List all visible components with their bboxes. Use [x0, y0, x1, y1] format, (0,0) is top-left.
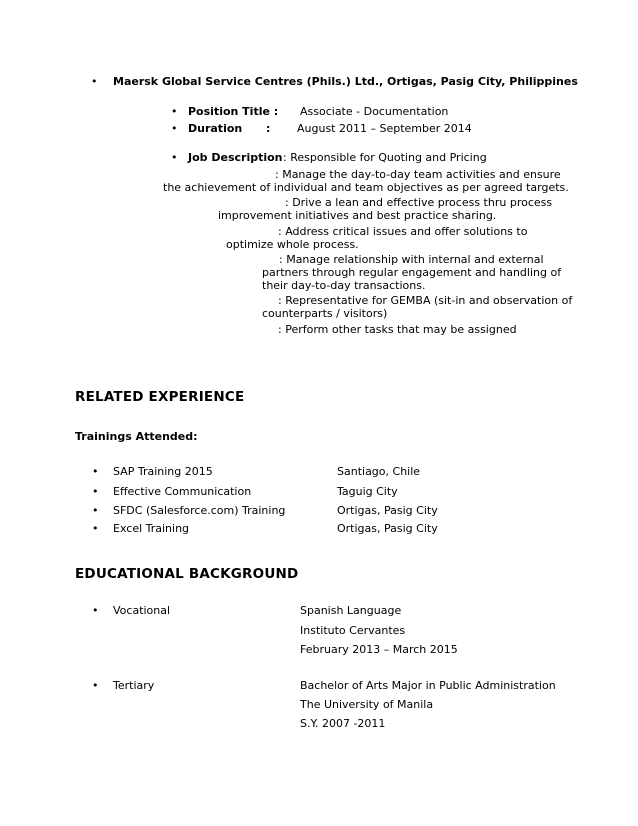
section-heading-education: EDUCATIONAL BACKGROUND — [75, 566, 299, 582]
training-name: Effective Communication — [113, 485, 252, 498]
education-line: S.Y. 2007 -2011 — [300, 717, 386, 730]
position-value: Associate - Documentation — [300, 105, 449, 118]
bullet: • — [92, 465, 99, 478]
job-description-line: partners through regular engagement and handling of — [262, 266, 562, 279]
training-name: SAP Training 2015 — [113, 465, 213, 478]
job-description-line: : Representative for GEMBA (sit-in and observation of — [278, 294, 573, 307]
training-name: SFDC (Salesforce.com) Training — [113, 504, 286, 517]
bullet: • — [92, 604, 99, 617]
job-description-line: optimize whole process. — [226, 238, 359, 251]
bullet: • — [92, 522, 99, 535]
education-line: Instituto Cervantes — [300, 624, 406, 637]
bullet: • — [91, 75, 98, 88]
bullet: • — [92, 485, 99, 498]
position-label: Position Title : — [188, 105, 279, 118]
training-location: Ortigas, Pasig City — [337, 504, 438, 517]
job-description-line: : Manage the day-to-day team activities and ensure — [275, 168, 561, 181]
bullet: • — [171, 151, 178, 164]
job-description-line: : Address critical issues and offer solutions to — [278, 225, 528, 238]
education-level: Tertiary — [113, 679, 155, 692]
job-description-line: : Responsible for Quoting and Pricing — [283, 151, 487, 164]
duration-colon: : — [266, 122, 271, 135]
job-description-line: counterparts / visitors) — [262, 307, 388, 320]
job-description-line: the achievement of individual and team objectives as per agreed targets. — [163, 181, 569, 194]
training-location: Ortigas, Pasig City — [337, 522, 438, 535]
duration-label: Duration — [188, 122, 243, 135]
bullet: • — [92, 679, 99, 692]
section-heading-related-experience: RELATED EXPERIENCE — [75, 389, 245, 405]
education-line: The University of Manila — [300, 698, 434, 711]
training-name: Excel Training — [113, 522, 190, 535]
education-line: Bachelor of Arts Major in Public Administration — [300, 679, 556, 692]
bullet: • — [171, 122, 178, 135]
bullet: • — [171, 105, 178, 118]
training-location: Santiago, Chile — [337, 465, 421, 478]
education-line: Spanish Language — [300, 604, 402, 617]
bullet: • — [92, 504, 99, 517]
duration-value: August 2011 – September 2014 — [297, 122, 472, 135]
job-description-line: improvement initiatives and best practice sharing. — [218, 209, 497, 222]
job-description-line: : Drive a lean and effective process thru process — [285, 196, 553, 209]
company-name: Maersk Global Service Centres (Phils.) Ltd., Ortigas, Pasig City, Philippines — [113, 75, 578, 88]
training-location: Taguig City — [337, 485, 398, 498]
job-description-label: Job Description — [188, 151, 283, 164]
education-line: February 2013 – March 2015 — [300, 643, 458, 656]
job-description-line: : Perform other tasks that may be assigned — [278, 323, 517, 336]
trainings-subheading: Trainings Attended: — [75, 430, 198, 443]
job-description-line: : Manage relationship with internal and external — [279, 253, 544, 266]
job-description-line: their day-to-day transactions. — [262, 279, 426, 292]
education-level: Vocational — [113, 604, 171, 617]
